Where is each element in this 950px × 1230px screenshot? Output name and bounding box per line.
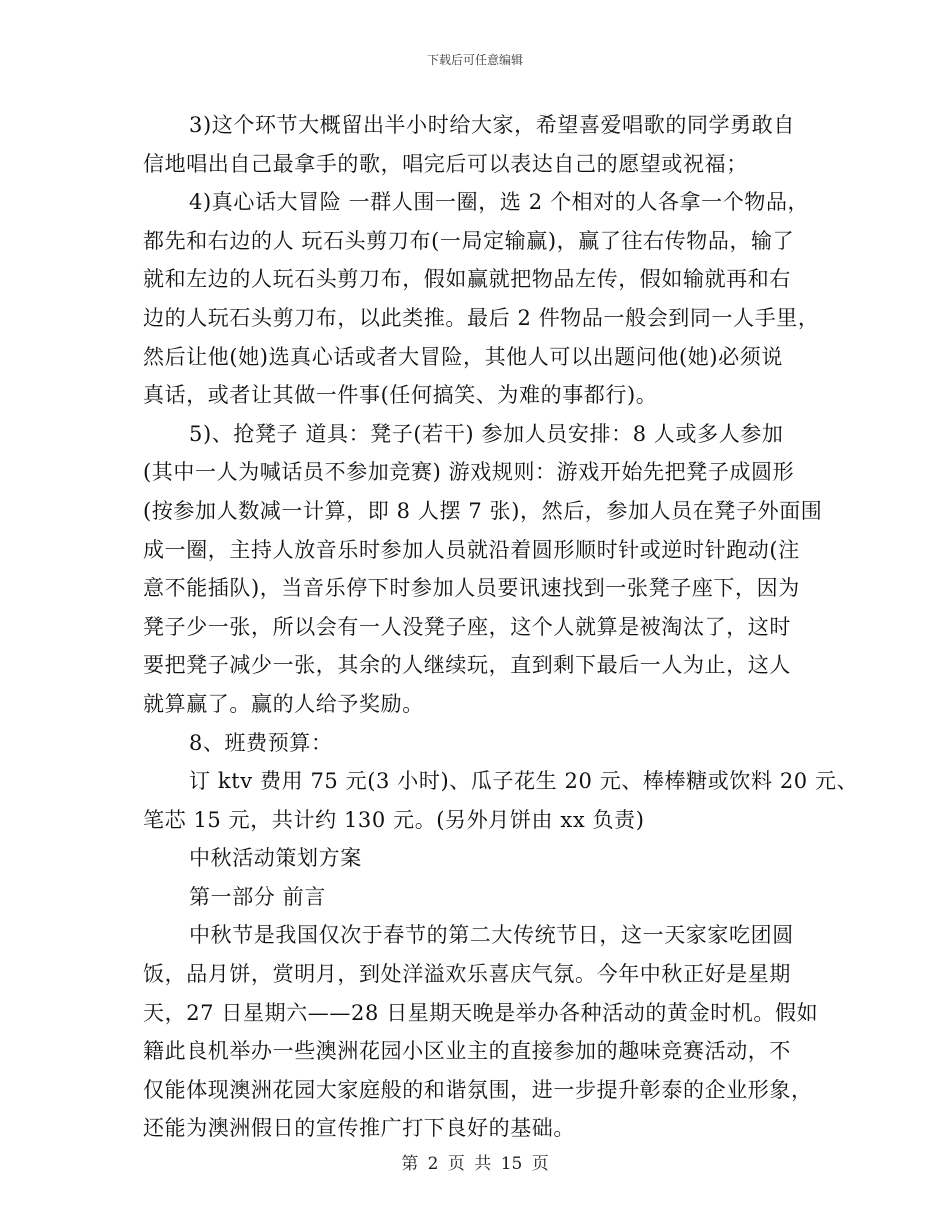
text-line: 要把凳子减少一张，其余的人继续玩，直到剩下最后一人为止，这人 <box>143 653 791 678</box>
text-line: 成一圈，主持人放音乐时参加人员就沿着圆形顺时针或逆时针跑动(注 <box>143 537 800 562</box>
text-line: 就算赢了。赢的人给予奖励。 <box>143 691 424 716</box>
text-line: 就和左边的人玩石头剪刀布，假如赢就把物品左传，假如输就再和右 <box>143 267 791 292</box>
text-line: 笔芯 15 元，共计约 130 元。(另外月饼由 xx 负责) <box>143 807 645 832</box>
text-line: (其中一人为喊话员不参加竞赛) 游戏规则：游戏开始先把凳子成圆形 <box>143 460 795 485</box>
section-heading: 8、班费预算： <box>189 730 333 755</box>
text-line: 3)这个环节大概留出半小时给大家，希望喜爱唱歌的同学勇敢自 <box>189 113 795 137</box>
text-line: 信地唱出自己最拿手的歌，唱完后可以表达自己的愿望或祝福； <box>143 151 748 176</box>
text-line: 都先和右边的人 玩石头剪刀布(一局定输赢)，赢了往右传物品，输了 <box>143 228 795 253</box>
text-line: 边的人玩石头剪刀布，以此类推。最后 2 件物品一般会到同一人手里， <box>143 305 820 330</box>
text-line: 5)、抢凳子 道具：凳子(若干) 参加人员安排：8 人或多人参加 <box>189 421 784 446</box>
text-line: 仅能体现澳洲花园大家庭般的和谐氛围，进一步提升彰泰的企业形象， <box>143 1077 813 1102</box>
text-line: 订 ktv 费用 75 元(3 小时)、瓜子花生 20 元、棒棒糖或饮料 20 元、 <box>189 769 859 794</box>
text-line: 意不能插队)，当音乐停下时参加人员要讯速找到一张凳子座下，因为 <box>143 576 800 601</box>
document-body <box>143 106 859 1148</box>
text-line: 饭，品月饼，赏明月，到处洋溢欢乐喜庆气氛。今年中秋正好是星期 <box>143 962 791 987</box>
text-line: 凳子少一张，所以会有一人没凳子座，这个人就算是被淘汰了，这时 <box>143 614 791 639</box>
text-line: 籍此良机举办一些澳洲花园小区业主的直接参加的趣味竞赛活动，不 <box>143 1039 791 1064</box>
text-line: 4)真心话大冒险 一群人围一圈，选 2 个相对的人各拿一个物品， <box>189 190 810 215</box>
document-title: 中秋活动策划方案 <box>189 846 362 871</box>
text-line: 真话，或者让其做一件事(任何搞笑、为难的事都行)。 <box>143 383 658 408</box>
body-text <box>143 106 859 1148</box>
text-line: 还能为澳洲假日的宣传推广打下良好的基础。 <box>143 1116 575 1141</box>
text-line: 天，27 日星期六——28 日星期天晚是举办各种活动的黄金时机。假如 <box>143 1000 819 1025</box>
text-line: (按参加人数减一计算，即 8 人摆 7 张)，然后，参加人员在凳子外面围 <box>143 498 823 523</box>
text-line: 然后让他(她)选真心话或者大冒险，其他人可以出题问他(她)必须说 <box>143 344 783 369</box>
page-number-footer: 第 2 页 共 15 页 <box>401 1154 549 1174</box>
section-heading: 第一部分 前言 <box>189 884 326 909</box>
page-header: 下载后可任意编辑 <box>426 53 523 67</box>
text-line: 中秋节是我国仅次于春节的第二大传统节日，这一天家家吃团圆 <box>189 923 794 948</box>
